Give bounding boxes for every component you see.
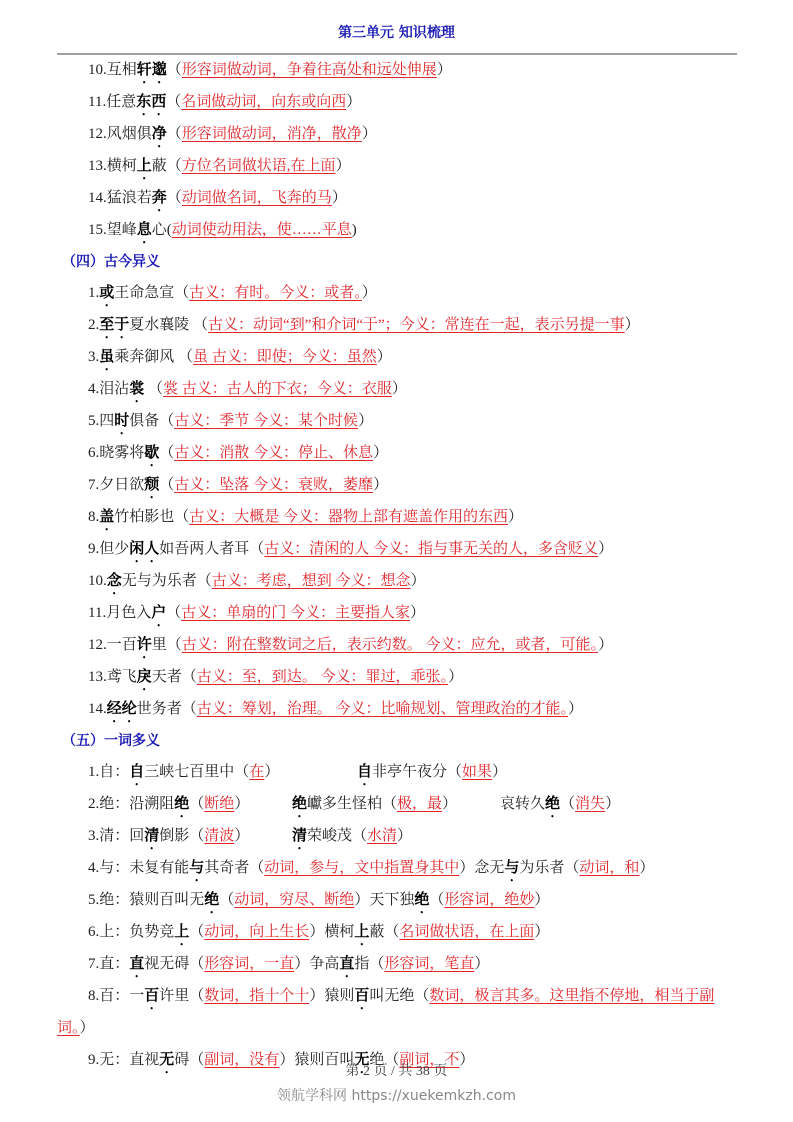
text: （ (219, 892, 235, 909)
answer-text: 裳 古义：古人的下衣；今义：衣服 (163, 381, 392, 398)
text: 乘奔御风 （ (114, 349, 194, 366)
list-item (57, 821, 742, 853)
text: 叫无绝（ (369, 988, 430, 1005)
text: ） (361, 285, 377, 302)
answer-text: 动词，穷尽、断绝 (234, 892, 355, 909)
text: 视无碍（ (144, 956, 205, 973)
answer-text: 断绝 (204, 796, 235, 813)
emphasized-word: 上 (174, 924, 190, 941)
text: 10.互相 (88, 62, 137, 78)
emphasized-word: 念 (106, 573, 122, 590)
text: ） (331, 190, 347, 206)
emphasized-word: 与 (189, 860, 205, 877)
text: 5.绝：猿则百叫无 (88, 892, 205, 909)
answer-text: 古义：至，到达。 今义：罪过，乖张。 (196, 669, 449, 686)
text: ） (346, 94, 362, 110)
answer-text: 动词，参与，文中指置身其中 (264, 860, 460, 877)
list-item (57, 342, 742, 374)
text: ） (358, 413, 374, 430)
list-item (57, 406, 742, 438)
text: 倒影（ (159, 828, 205, 845)
answer-text: 古义：动词“到”和介词“于”；今义：常连在一起，表示另提一事 (208, 317, 625, 334)
list-item (57, 374, 742, 406)
section-heading: （五）一词多义 (62, 733, 160, 750)
text: （ (144, 381, 164, 398)
emphasized-word: 或 (99, 285, 115, 302)
emphasized-word: 经纶 (106, 701, 137, 718)
text: 4.泪沾 (88, 381, 130, 398)
list-item (57, 566, 742, 598)
list-item (57, 917, 742, 949)
text: （ (166, 605, 182, 622)
answer-text: 副词，不 (399, 1051, 460, 1068)
meaning-group (292, 821, 412, 853)
text: 7.直： (88, 956, 130, 973)
text: （ (166, 126, 182, 142)
emphasized-word: 直 (339, 956, 355, 973)
text: ） (639, 860, 655, 877)
meaning-group (500, 789, 620, 821)
section-heading: （四）古今异义 (62, 254, 160, 270)
answer-text: 水清 (367, 828, 398, 845)
text: ）横柯 (309, 924, 355, 941)
text: ）猿则百叫 (279, 1051, 355, 1068)
emphasized-word: 上 (354, 924, 370, 941)
text: ） (459, 1051, 475, 1068)
list-item (57, 694, 742, 726)
answer-text: 古义：清闲的人 今义：指与事无关的人，多含贬义 (264, 541, 599, 558)
text: ） (442, 796, 458, 813)
emphasized-word: 裳 (129, 381, 145, 398)
answer-text: 极，最 (397, 796, 443, 813)
text: ） (410, 605, 426, 622)
text: 10. (88, 573, 107, 590)
answer-text: 名词做状语，在上面 (399, 924, 535, 941)
text: 14.猛浪若 (88, 190, 152, 206)
emphasized-word: 绝 (292, 796, 308, 813)
emphasized-word: 奔 (151, 190, 167, 206)
text: ） (373, 445, 389, 462)
text: 11.任意 (88, 94, 137, 110)
text: 1. (88, 285, 100, 302)
text: （ (189, 796, 205, 813)
text: 8.百：一 (88, 988, 145, 1005)
text: 1.自： (88, 764, 130, 781)
text: 2.绝：沿溯阻 (88, 796, 175, 813)
text: ） (373, 477, 389, 494)
emphasized-word: 无 (159, 1051, 175, 1068)
text: （ (166, 94, 182, 110)
emphasized-word: 清 (144, 828, 160, 845)
answer-text: 古义：考虑，想到 今义：想念 (211, 573, 411, 590)
text: ） (264, 764, 280, 781)
text: ） (508, 509, 524, 526)
list-item (57, 151, 742, 183)
answer-text: 形容词做动词，争着往高处和远处伸展 (181, 62, 437, 78)
text: ） (605, 796, 621, 813)
list-item (57, 949, 742, 981)
emphasized-word: 轩邈 (136, 62, 167, 78)
text: ） (492, 764, 508, 781)
emphasized-word: 盖 (99, 509, 115, 526)
list-item (57, 598, 742, 630)
answer-text: 如果 (462, 764, 493, 781)
text: （ (159, 477, 175, 494)
text: 4.与：未复有能 (88, 860, 190, 877)
answer-text: 古义：大概是 今义：器物上部有遮盖作用的东西 (189, 509, 509, 526)
text: ） (335, 158, 351, 174)
emphasized-word: 自 (357, 764, 373, 781)
answer-text: 古义：消散 今义：停止、休息 (174, 445, 374, 462)
emphasized-word: 上 (136, 158, 152, 174)
meaning-group (357, 757, 507, 789)
text: 9.无：直视 (88, 1051, 160, 1068)
text: （ (429, 892, 445, 909)
text: ） (534, 924, 550, 941)
text: 7.夕日欲 (88, 477, 145, 494)
emphasized-word: 息 (136, 222, 152, 238)
text: 12.一百 (88, 637, 137, 654)
text: 无与为乐者（ (121, 573, 212, 590)
emphasized-word: 绝 (204, 892, 220, 909)
emphasized-word: 百 (354, 988, 370, 1005)
text: 夏水襄陵 （ (129, 317, 209, 334)
list-item (57, 310, 742, 342)
text: ） (376, 349, 392, 366)
emphasized-word: 百 (144, 988, 160, 1005)
text: ） (391, 381, 407, 398)
list-item (57, 981, 742, 1044)
emphasized-word: 绝 (545, 796, 561, 813)
text: 2. (88, 317, 100, 334)
text: （ (189, 924, 205, 941)
text: 6.晓雾将 (88, 445, 145, 462)
list-item (57, 183, 742, 215)
text: 哀转久 (500, 796, 546, 813)
emphasized-word: 至于 (99, 317, 130, 334)
text: 其奇者（ (204, 860, 265, 877)
text: 俱备（ (129, 413, 175, 430)
answer-text: 方位名词做状语,在上面 (181, 158, 336, 174)
emphasized-word: 虽 (99, 349, 115, 366)
list-item (57, 630, 742, 662)
answer-text: 形容词，绝妙 (444, 892, 535, 909)
text: 里（ (151, 637, 182, 654)
text: 巘多生怪柏（ (307, 796, 398, 813)
text: ）争高 (294, 956, 340, 973)
meaning-group (292, 789, 500, 821)
emphasized-word: 直 (129, 956, 145, 973)
list-item (57, 438, 742, 470)
emphasized-word: 时 (114, 413, 130, 430)
text: 6.上：负势竞 (88, 924, 175, 941)
page-header-title: 第三单元 知识梳理 (338, 25, 455, 41)
text: 14. (88, 701, 107, 718)
text: ） (598, 541, 614, 558)
page-number: 第 2 页 / 共 38 页 (345, 1064, 448, 1079)
text: 13.鸢飞 (88, 669, 137, 686)
answer-text: 消失 (575, 796, 606, 813)
text: ） (436, 62, 452, 78)
answer-text: 古义：附在整数词之后，表示约数。 今义：应允，或者，可能。 (181, 637, 599, 654)
text: ） (79, 1020, 95, 1037)
text: 碍（ (174, 1051, 205, 1068)
list-item (57, 662, 742, 694)
list-item (57, 470, 742, 502)
list-item (57, 757, 742, 789)
text: ）天下独 (354, 892, 415, 909)
emphasized-word: 净 (151, 126, 167, 142)
emphasized-word: 闲人 (129, 541, 160, 558)
answer-text: 数词，极言其多。这里指不停地，相当于副词。 (57, 988, 715, 1037)
list-item (57, 789, 742, 821)
text: 许里（ (159, 988, 205, 1005)
text: ） (624, 317, 640, 334)
text: ）猿则 (309, 988, 355, 1005)
text: 11.月色入 (88, 605, 152, 622)
answer-text: 动词使动用法，使……平息 (171, 222, 352, 238)
answer-text: 形容词，一直 (204, 956, 295, 973)
text: ） (410, 573, 426, 590)
text: ） (361, 126, 377, 142)
answer-text: 副词，没有 (204, 1051, 280, 1068)
text: ) (351, 222, 357, 238)
text: 世务者（ (136, 701, 197, 718)
list-item (57, 119, 742, 151)
text: 蔽（ (369, 924, 400, 941)
answer-text: 动词，和 (579, 860, 640, 877)
text: 13.横柯 (88, 158, 137, 174)
emphasized-word: 与 (504, 860, 520, 877)
text: （ (159, 445, 175, 462)
page-footer (0, 1062, 793, 1106)
list-item (57, 853, 742, 885)
answer-text: 动词，向上生长 (204, 924, 310, 941)
text: ） (474, 956, 490, 973)
text: 王命急宣（ (114, 285, 190, 302)
text: 如吾两人者耳（ (159, 541, 265, 558)
text: 3. (88, 349, 100, 366)
text: 绝（ (369, 1051, 400, 1068)
list-item (57, 55, 742, 87)
text: 8. (88, 509, 100, 526)
emphasized-word: 清 (292, 828, 308, 845)
text: 指（ (354, 956, 385, 973)
text: 15.望峰 (88, 222, 137, 238)
answer-text: 清波 (204, 828, 235, 845)
answer-text: 名词做动词，向东或向西 (181, 94, 347, 110)
meaning-group (88, 757, 357, 789)
answer-text: 虽 古义：即使；今义：虽然 (193, 349, 377, 366)
text: 竹柏影也（ (114, 509, 190, 526)
meaning-group (88, 789, 292, 821)
text: 天者（ (151, 669, 197, 686)
text: ） (234, 828, 250, 845)
answer-text: 形容词做动词，消净，散净 (181, 126, 362, 142)
emphasized-word: 许 (136, 637, 152, 654)
answer-text: 古义：单扇的门 今义：主要指人家 (181, 605, 410, 622)
emphasized-word: 户 (151, 605, 167, 622)
answer-text: 在 (249, 764, 265, 781)
text: 非亭午夜分（ (372, 764, 463, 781)
text: 5.四 (88, 413, 115, 430)
answer-text: 古义：有时。今义：或者。 (189, 285, 362, 302)
list-item (57, 885, 742, 917)
text: 三峡七百里中（ (144, 764, 250, 781)
text: （ (166, 62, 182, 78)
list-item (57, 502, 742, 534)
answer-text: 数词，指十个十 (204, 988, 310, 1005)
text: ）念无 (459, 860, 505, 877)
emphasized-word: 东西 (136, 94, 167, 110)
text: 心( (151, 222, 172, 238)
text: 12.风烟俱 (88, 126, 152, 142)
text: （ (166, 190, 182, 206)
emphasized-word: 歇 (144, 445, 160, 462)
text: 蔽（ (151, 158, 182, 174)
text: ） (534, 892, 550, 909)
text: ） (448, 669, 464, 686)
text: （ (560, 796, 576, 813)
emphasized-word: 绝 (174, 796, 190, 813)
list-item (57, 215, 742, 247)
text: 9.但少 (88, 541, 130, 558)
text: ） (598, 637, 614, 654)
text: 荣峻茂（ (307, 828, 368, 845)
list-item (57, 87, 742, 119)
emphasized-word: 颓 (144, 477, 160, 494)
text: ） (568, 701, 584, 718)
answer-text: 古义：筹划，治理。 今义：比喻规划、管理政治的才能。 (196, 701, 569, 718)
text: 为乐者（ (519, 860, 580, 877)
answer-text: 动词做名词，飞奔的马 (181, 190, 332, 206)
text: 3.清：回 (88, 828, 145, 845)
answer-text: 古义：坠落 今义：衰败，萎靡 (174, 477, 374, 494)
emphasized-word: 无 (354, 1051, 370, 1068)
emphasized-word: 绝 (414, 892, 430, 909)
document-body (57, 55, 742, 1077)
text: ） (397, 828, 413, 845)
emphasized-word: 自 (129, 764, 145, 781)
list-item (57, 534, 742, 566)
list-item (57, 278, 742, 310)
meaning-group (88, 821, 292, 853)
watermark: 领航学科网 https://xuekemkzh.com (277, 1088, 516, 1104)
emphasized-word: 戾 (136, 669, 152, 686)
answer-text: 古义：季节 今义：某个时候 (174, 413, 359, 430)
answer-text: 形容词，笔直 (384, 956, 475, 973)
text: ） (234, 796, 250, 813)
